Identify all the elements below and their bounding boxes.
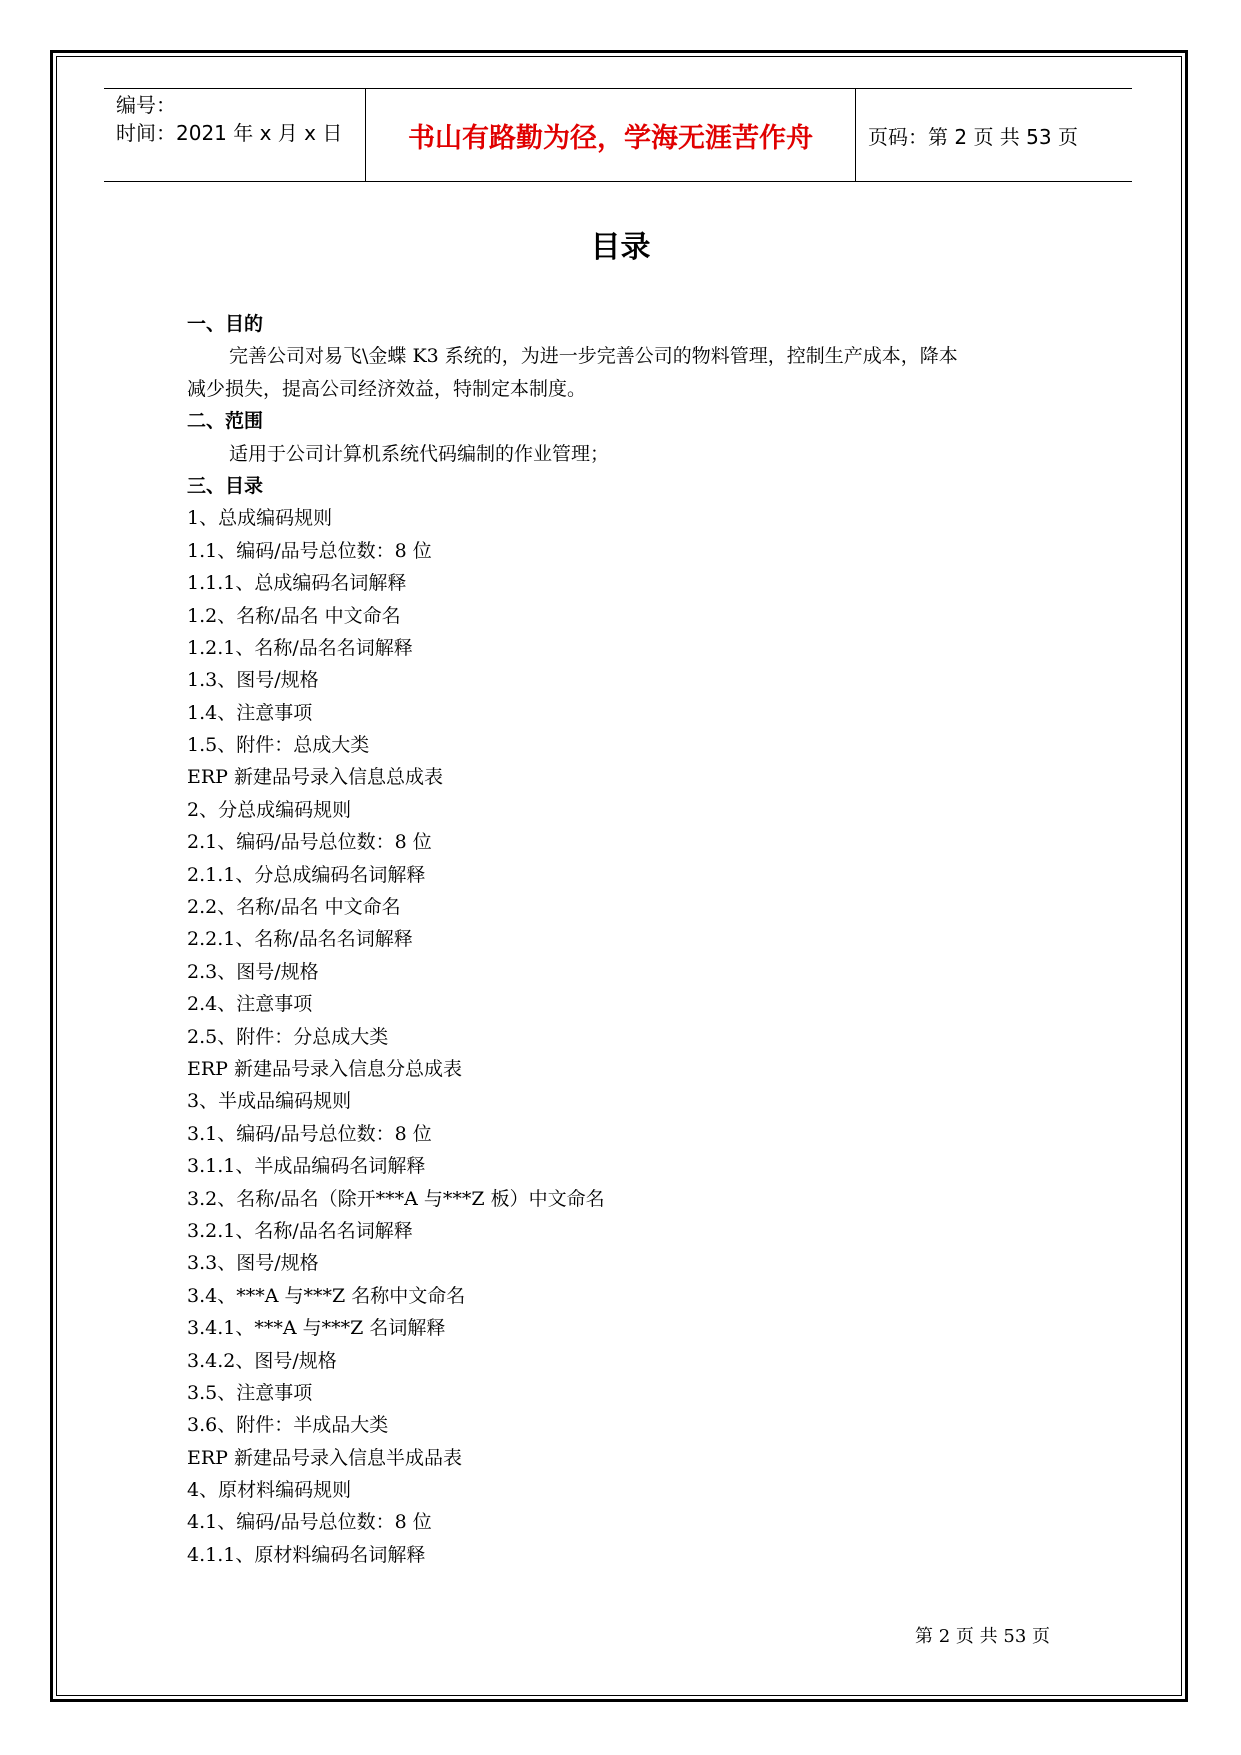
toc-item: 1.2.1、名称/品名名词解释 [187, 636, 413, 659]
toc-item: 1.5、附件：总成大类 [187, 734, 370, 757]
toc-item: 1.1、编码/品号总位数：8 位 [187, 539, 432, 562]
purpose-text-line-2: 减少损失，提高公司经济效益，特制定本制度。 [187, 377, 587, 400]
toc-list [187, 502, 1057, 1571]
toc-item: 3.6、附件：半成品大类 [187, 1414, 389, 1437]
toc-item: 3.5、注意事项 [187, 1381, 313, 1404]
toc-item: 2.2、名称/品名 中文命名 [187, 896, 401, 919]
toc-item: 3.4.1、***A 与***Z 名词解释 [187, 1317, 446, 1340]
toc-item: 3.2.1、名称/品名名词解释 [187, 1219, 413, 1242]
toc-item: 1、总成编码规则 [187, 507, 333, 530]
page-label: 页码：第 2 页 共 53 页 [868, 124, 1078, 149]
toc-item: 1.2、名称/品名 中文命名 [187, 604, 401, 627]
header-table [104, 88, 1132, 182]
toc-item: 2.5、附件：分总成大类 [187, 1025, 389, 1048]
toc-item: 3.1.1、半成品编码名词解释 [187, 1155, 426, 1178]
toc-item: 3、半成品编码规则 [187, 1090, 352, 1113]
toc-heading: 三、目录 [187, 474, 264, 497]
scope-heading: 二、范围 [187, 410, 264, 433]
toc-item: 1.1.1、总成编码名词解释 [187, 572, 407, 595]
toc-item: 1.4、注意事项 [187, 701, 313, 724]
toc-item: 3.4.2、图号/规格 [187, 1349, 337, 1372]
page-footer: 第 2 页 共 53 页 [915, 1626, 1050, 1647]
time-label: 时间：2021 年 x 月 x 日 [116, 121, 343, 145]
toc-item: ERP 新建品号录入信息半成品表 [187, 1446, 462, 1469]
toc-item: 1.3、图号/规格 [187, 669, 319, 692]
motto: 书山有路勤为径，学海无涯苦作舟 [366, 89, 856, 181]
document-body [187, 308, 1057, 1571]
toc-item: 3.4、***A 与***Z 名称中文命名 [187, 1284, 466, 1307]
toc-item: 3.1、编码/品号总位数：8 位 [187, 1122, 432, 1145]
toc-item: 4.1、编码/品号总位数：8 位 [187, 1511, 432, 1534]
toc-item: 3.3、图号/规格 [187, 1252, 319, 1275]
toc-item: 3.2、名称/品名（除开***A 与***Z 板）中文命名 [187, 1187, 605, 1210]
page-title: 目录 [590, 230, 651, 265]
purpose-text-line-1: 完善公司对易飞\金蝶 K3 系统的，为进一步完善公司的物料管理，控制生产成本，降本 [229, 345, 958, 368]
header-left-cell [104, 89, 366, 181]
scope-text: 适用于公司计算机系统代码编制的作业管理； [229, 442, 610, 465]
toc-item: ERP 新建品号录入信息分总成表 [187, 1057, 462, 1080]
toc-item: 4.1.1、原材料编码名词解释 [187, 1543, 426, 1566]
purpose-heading: 一、目的 [187, 313, 264, 335]
toc-item: 2.2.1、名称/品名名词解释 [187, 928, 413, 951]
toc-item: 2.1.1、分总成编码名词解释 [187, 863, 426, 886]
toc-item: 2.1、编码/品号总位数：8 位 [187, 831, 432, 854]
toc-item: 2、分总成编码规则 [187, 798, 352, 821]
toc-item: 2.4、注意事项 [187, 993, 313, 1016]
toc-item: 4、原材料编码规则 [187, 1479, 352, 1502]
number-label: 编号： [116, 93, 176, 117]
toc-item: 2.3、图号/规格 [187, 960, 319, 983]
toc-item: ERP 新建品号录入信息总成表 [187, 766, 443, 789]
